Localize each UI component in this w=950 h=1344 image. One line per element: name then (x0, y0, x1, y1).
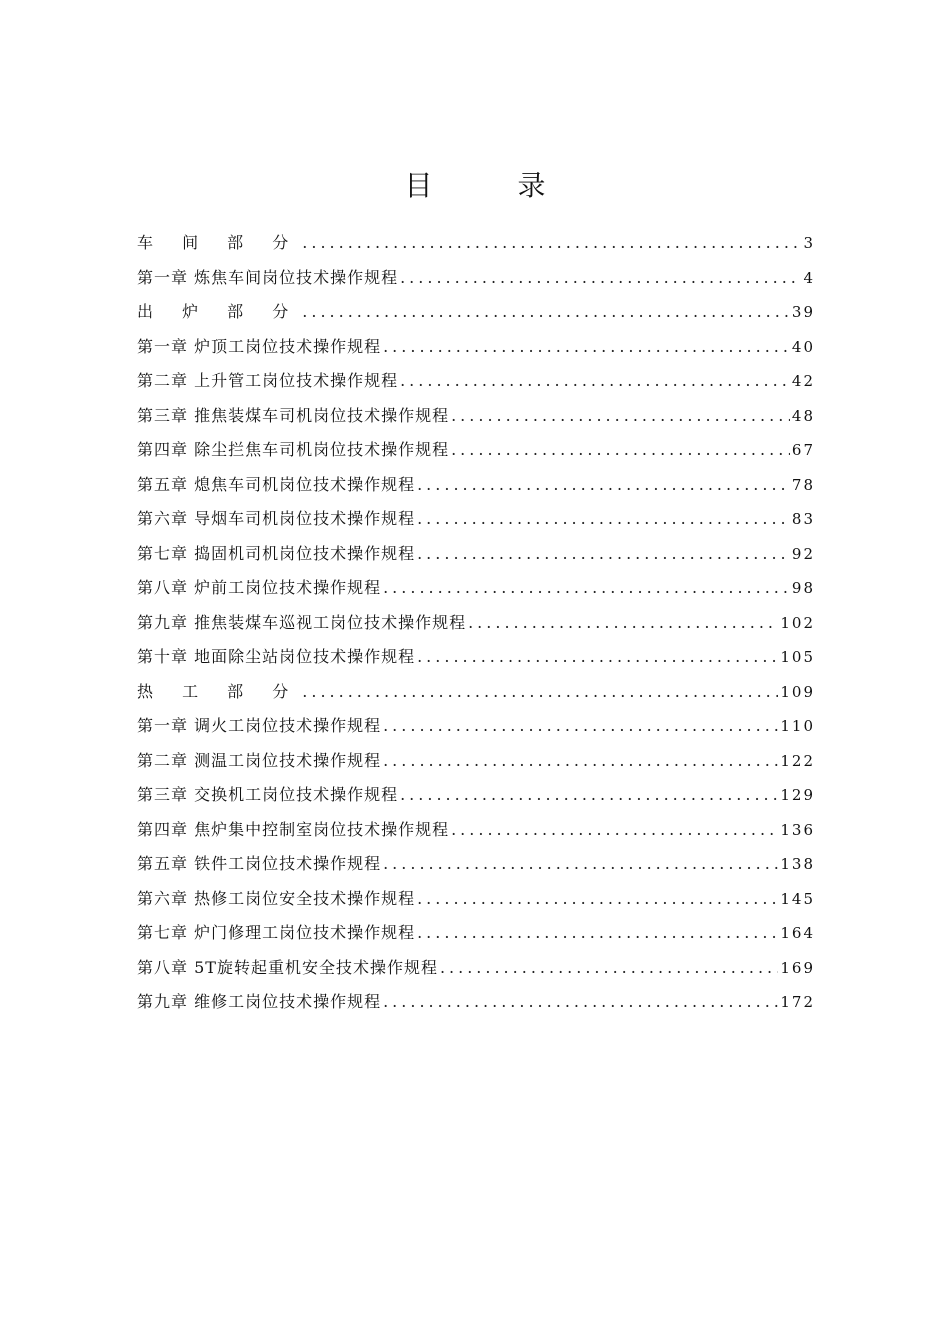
toc-entry-label: 第二章 上升管工岗位技术操作规程 (137, 371, 399, 390)
toc-entry-label: 第五章 铁件工岗位技术操作规程 (137, 854, 382, 873)
toc-leader-dots (417, 916, 778, 951)
toc-section-row[interactable] (137, 295, 815, 330)
toc-chapter-row[interactable] (137, 744, 815, 779)
toc-chapter-row[interactable] (137, 330, 815, 365)
toc-chapter-row[interactable] (137, 709, 815, 744)
toc-page-number: 138 (780, 855, 815, 873)
toc-leader-dots (383, 330, 790, 365)
toc-page-number: 83 (791, 510, 815, 528)
toc-page-number: 102 (780, 613, 815, 632)
toc-leader-dots (417, 882, 778, 917)
toc-entry-label: 第四章 焦炉集中控制室岗位技术操作规程 (137, 819, 450, 839)
toc-leader-dots (440, 951, 778, 986)
toc-page-number: 42 (791, 372, 815, 390)
toc-chapter-row[interactable] (137, 261, 815, 296)
toc-entry-label: 第七章 炉门修理工岗位技术操作规程 (137, 923, 416, 942)
toc-page-number: 145 (780, 889, 815, 908)
toc-entry-label: 第八章 炉前工岗位技术操作规程 (137, 578, 382, 597)
toc-entry-label: 第六章 热修工岗位安全技术操作规程 (137, 888, 416, 908)
toc-leader-dots (417, 468, 790, 503)
toc-entry-label: 第十章 地面除尘站岗位技术操作规程 (137, 647, 416, 666)
toc-leader-dots (417, 502, 790, 537)
toc-page-number: 136 (780, 820, 815, 839)
toc-leader-dots (400, 364, 790, 399)
toc-chapter-row[interactable] (137, 916, 815, 951)
toc-page-number: 98 (791, 579, 815, 597)
toc-chapter-row[interactable] (137, 813, 815, 848)
toc-page-number: 172 (780, 993, 815, 1011)
toc-section-row[interactable] (137, 226, 815, 261)
toc-chapter-row[interactable] (137, 571, 815, 606)
toc-page-number: 129 (780, 786, 815, 804)
toc-leader-dots (417, 640, 778, 675)
toc-page-number: 4 (803, 268, 815, 287)
toc-leader-dots (468, 606, 778, 641)
toc-page-number: 3 (803, 234, 815, 252)
toc-page-number: 39 (791, 303, 815, 321)
toc-chapter-row[interactable] (137, 502, 815, 537)
toc-chapter-row[interactable] (137, 882, 815, 917)
toc-page-number: 109 (780, 682, 815, 701)
toc-chapter-row[interactable] (137, 640, 815, 675)
toc-leader-dots (302, 226, 801, 261)
toc-page-number: 169 (780, 958, 815, 977)
toc-leader-dots (383, 847, 778, 882)
toc-entry-label: 第三章 交换机工岗位技术操作规程 (137, 785, 399, 804)
toc-chapter-row[interactable] (137, 778, 815, 813)
toc-entry-label: 第三章 推焦装煤车司机岗位技术操作规程 (137, 405, 450, 425)
toc-entry-label: 第一章 炉顶工岗位技术操作规程 (137, 336, 382, 356)
toc-entry-label: 第八章 5T旋转起重机安全技术操作规程 (137, 957, 438, 977)
toc-page-number: 40 (791, 337, 815, 356)
toc-page-number: 48 (791, 406, 815, 425)
toc-leader-dots (383, 571, 790, 606)
toc-leader-dots (451, 399, 790, 434)
toc-leader-dots (417, 537, 790, 572)
toc-leader-dots (451, 813, 778, 848)
toc-page-number: 92 (791, 544, 815, 563)
toc-page-number: 105 (780, 648, 815, 666)
toc-entry-label: 第四章 除尘拦焦车司机岗位技术操作规程 (137, 440, 450, 459)
toc-entry-label: 第六章 导烟车司机岗位技术操作规程 (137, 509, 416, 528)
toc-entry-label: 热 工 部 分 (137, 681, 301, 701)
toc-leader-dots (400, 261, 801, 296)
toc-leader-dots (451, 433, 790, 468)
toc-entry-label: 第九章 维修工岗位技术操作规程 (137, 992, 382, 1011)
toc-page-number: 164 (780, 924, 815, 942)
toc-page-number: 122 (780, 751, 815, 770)
toc-chapter-row[interactable] (137, 399, 815, 434)
toc-leader-dots (302, 675, 778, 710)
table-of-contents (137, 226, 815, 1020)
toc-chapter-row[interactable] (137, 364, 815, 399)
toc-chapter-row[interactable] (137, 433, 815, 468)
toc-entry-label: 第二章 测温工岗位技术操作规程 (137, 750, 382, 770)
toc-chapter-row[interactable] (137, 847, 815, 882)
toc-entry-label: 车 间 部 分 (137, 233, 301, 252)
toc-leader-dots (383, 985, 778, 1020)
toc-page-number: 110 (780, 717, 815, 735)
page-title: 目 录 (404, 169, 584, 202)
toc-page-number: 78 (791, 475, 815, 494)
toc-leader-dots (400, 778, 778, 813)
toc-leader-dots (383, 709, 778, 744)
toc-entry-label: 第九章 推焦装煤车巡视工岗位技术操作规程 (137, 612, 467, 632)
toc-chapter-row[interactable] (137, 951, 815, 986)
toc-entry-label: 出 炉 部 分 (137, 302, 301, 321)
toc-entry-label: 第五章 熄焦车司机岗位技术操作规程 (137, 474, 416, 494)
toc-chapter-row[interactable] (137, 985, 815, 1020)
toc-entry-label: 第一章 炼焦车间岗位技术操作规程 (137, 267, 399, 287)
toc-chapter-row[interactable] (137, 606, 815, 641)
toc-chapter-row[interactable] (137, 537, 815, 572)
toc-entry-label: 第七章 捣固机司机岗位技术操作规程 (137, 543, 416, 563)
toc-page-number: 67 (791, 441, 815, 459)
toc-entry-label: 第一章 调火工岗位技术操作规程 (137, 716, 382, 735)
toc-leader-dots (383, 744, 778, 779)
toc-section-row[interactable] (137, 675, 815, 710)
toc-chapter-row[interactable] (137, 468, 815, 503)
toc-leader-dots (302, 295, 790, 330)
